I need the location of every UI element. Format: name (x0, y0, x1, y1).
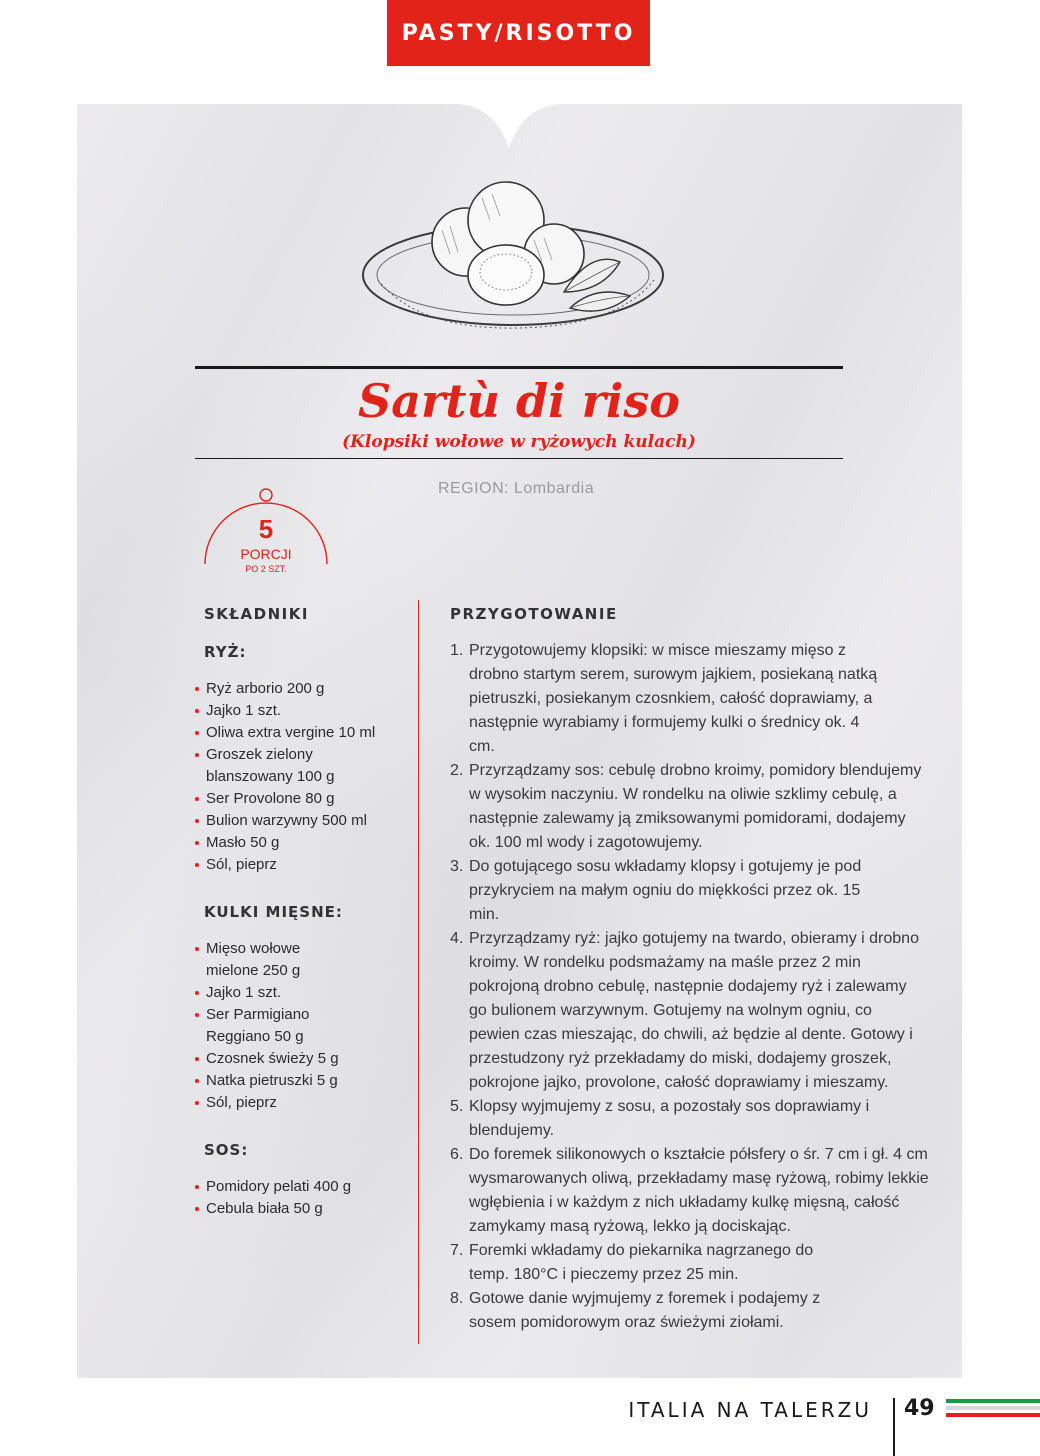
step-text: Do foremek silikonowych o kształcie półsfery o śr. 7 cm i gł. 4 cm wysmarowanych oliwą, przekładamy masę ryżową, robimy lekkie wgłębienia i w każdym z nich układamy kulkę mięsną, całość zamykamy masą ryżową, lekko ją dociskając. (469, 1146, 929, 1235)
ingredients-heading: SKŁADNIKI (204, 605, 309, 623)
step-number: 3. (450, 858, 464, 875)
ingredient-item: Jajko 1 szt. (193, 982, 413, 1004)
ingredient-item: Pomidory pelati 400 g (193, 1176, 413, 1198)
step-item (450, 855, 869, 927)
dish-illustration (358, 180, 668, 345)
ingredient-group-title: KULKI MIĘSNE: (204, 903, 343, 921)
step-number: 2. (450, 762, 464, 779)
ingredient-item: Masło 50 g (193, 832, 413, 854)
flag-stripe-red (946, 1413, 1040, 1417)
preparation-section (450, 604, 950, 1335)
category-tab (387, 0, 650, 66)
step-number: 6. (450, 1146, 464, 1163)
ingredient-group-title: RYŻ: (204, 643, 247, 661)
step-item (450, 639, 883, 759)
recipe-title: Sartù di riso (358, 374, 680, 428)
page-number: 49 (904, 1396, 935, 1421)
portion-note: PO 2 SZT. (245, 564, 287, 574)
ingredient-item: Ser Parmigiano Reggiano 50 g (193, 1004, 326, 1048)
ingredient-item: Mięso wołowe mielone 250 g (193, 938, 326, 982)
step-text: Przygotowujemy klopsiki: w misce mieszamy mięso z drobno startym serem, surowym jajkiem, posiekaną natką pietruszki, posiekanym czosnkiem, całość doprawiamy, a następnie wyrabiamy i formujemy kulki o średnicy ok. 4 cm. (469, 642, 878, 755)
portion-number: 5 (258, 514, 274, 544)
step-number: 1. (450, 642, 464, 659)
step-number: 4. (450, 930, 464, 947)
ingredient-list-sauce (193, 1176, 413, 1220)
step-text: Przyrządzamy ryż: jajko gotujemy na twardo, obieramy i drobno kroimy. W rondelku podsmażamy na maśle przez 2 min pokrojoną drobno cebulę, następnie dodajemy ryż i zalewamy go bulionem warzywnym. Gotujemy na wolnym ogniu, co pewien czas mieszając, do chwili, aż będzie al dente. Gotowy i przestudzony ryż przekładamy do miski, dodajemy groszek, pokrojone jajko, provolone, całość doprawiamy i mieszamy. (469, 930, 919, 1091)
ingredient-item: Groszek zielony blanszowany 100 g (193, 744, 346, 788)
step-number: 5. (450, 1098, 464, 1115)
step-item (450, 1287, 869, 1335)
step-text: Gotowe danie wyjmujemy z foremek i podajemy z sosem pomidorowym oraz świeżymi ziołami. (469, 1290, 821, 1331)
preparation-heading: PRZYGOTOWANIE (450, 605, 618, 623)
step-item (450, 1239, 839, 1287)
flag-stripe-white (946, 1406, 1040, 1410)
step-item (450, 927, 924, 1095)
ingredient-item: Sól, pieprz (193, 1092, 413, 1114)
portion-badge (200, 484, 332, 584)
step-text: Klopsy wyjmujemy z sosu, a pozostały sos doprawiamy i blendujemy. (469, 1098, 870, 1139)
ingredient-item: Ryż arborio 200 g (193, 678, 413, 700)
region-label: REGION: Lombardia (438, 480, 595, 497)
column-divider (418, 600, 419, 1344)
ingredient-item: Bulion warzywny 500 ml (193, 810, 413, 832)
preparation-steps (450, 639, 950, 1335)
category-label: PASTY/RISOTTO (401, 20, 636, 46)
ingredient-item: Czosnek świeży 5 g (193, 1048, 413, 1070)
italian-flag-stripes (946, 1399, 1040, 1421)
ingredient-item: Oliwa extra vergine 10 ml (193, 722, 413, 744)
step-number: 8. (450, 1290, 464, 1307)
publication-title: ITALIA NA TALERZU (628, 1398, 872, 1422)
ingredient-group-title: SOS: (204, 1141, 249, 1159)
ingredient-item: Jajko 1 szt. (193, 700, 413, 722)
step-item (450, 1143, 949, 1239)
step-item (450, 759, 924, 855)
step-text: Foremki wkładamy do piekarnika nagrzanego do temp. 180°C i pieczemy przez 25 min. (469, 1242, 814, 1283)
recipe-subtitle: (Klopsiki wołowe w ryżowych kulach) (342, 432, 696, 452)
card-notch (454, 90, 564, 150)
title-rule-top (195, 366, 843, 369)
ingredient-list-meatballs (193, 938, 413, 1114)
ingredients-section (193, 604, 413, 1220)
footer-divider (893, 1398, 895, 1456)
ingredient-item: Cebula biała 50 g (193, 1198, 413, 1220)
ingredient-item: Sól, pieprz (193, 854, 413, 876)
portion-unit: PORCJI (240, 546, 292, 562)
title-rule-bottom (195, 458, 843, 459)
ingredient-list-rice (193, 678, 413, 876)
step-text: Do gotującego sosu wkładamy klopsy i gotujemy je pod przykryciem na małym ogniu do miękkości przez ok. 15 min. (469, 858, 862, 923)
step-item (450, 1095, 904, 1143)
step-text: Przyrządzamy sos: cebulę drobno kroimy, pomidory blendujemy w wysokim naczyniu. W rondelku na oliwie szklimy cebulę, a następnie zalewamy ją zmiksowanymi pomidorami, dodajemy ok. 100 ml wody i zagotowujemy. (469, 762, 922, 851)
ingredient-item: Natka pietruszki 5 g (193, 1070, 413, 1092)
step-number: 7. (450, 1242, 464, 1259)
flag-stripe-green (946, 1399, 1040, 1403)
ingredient-item: Ser Provolone 80 g (193, 788, 413, 810)
